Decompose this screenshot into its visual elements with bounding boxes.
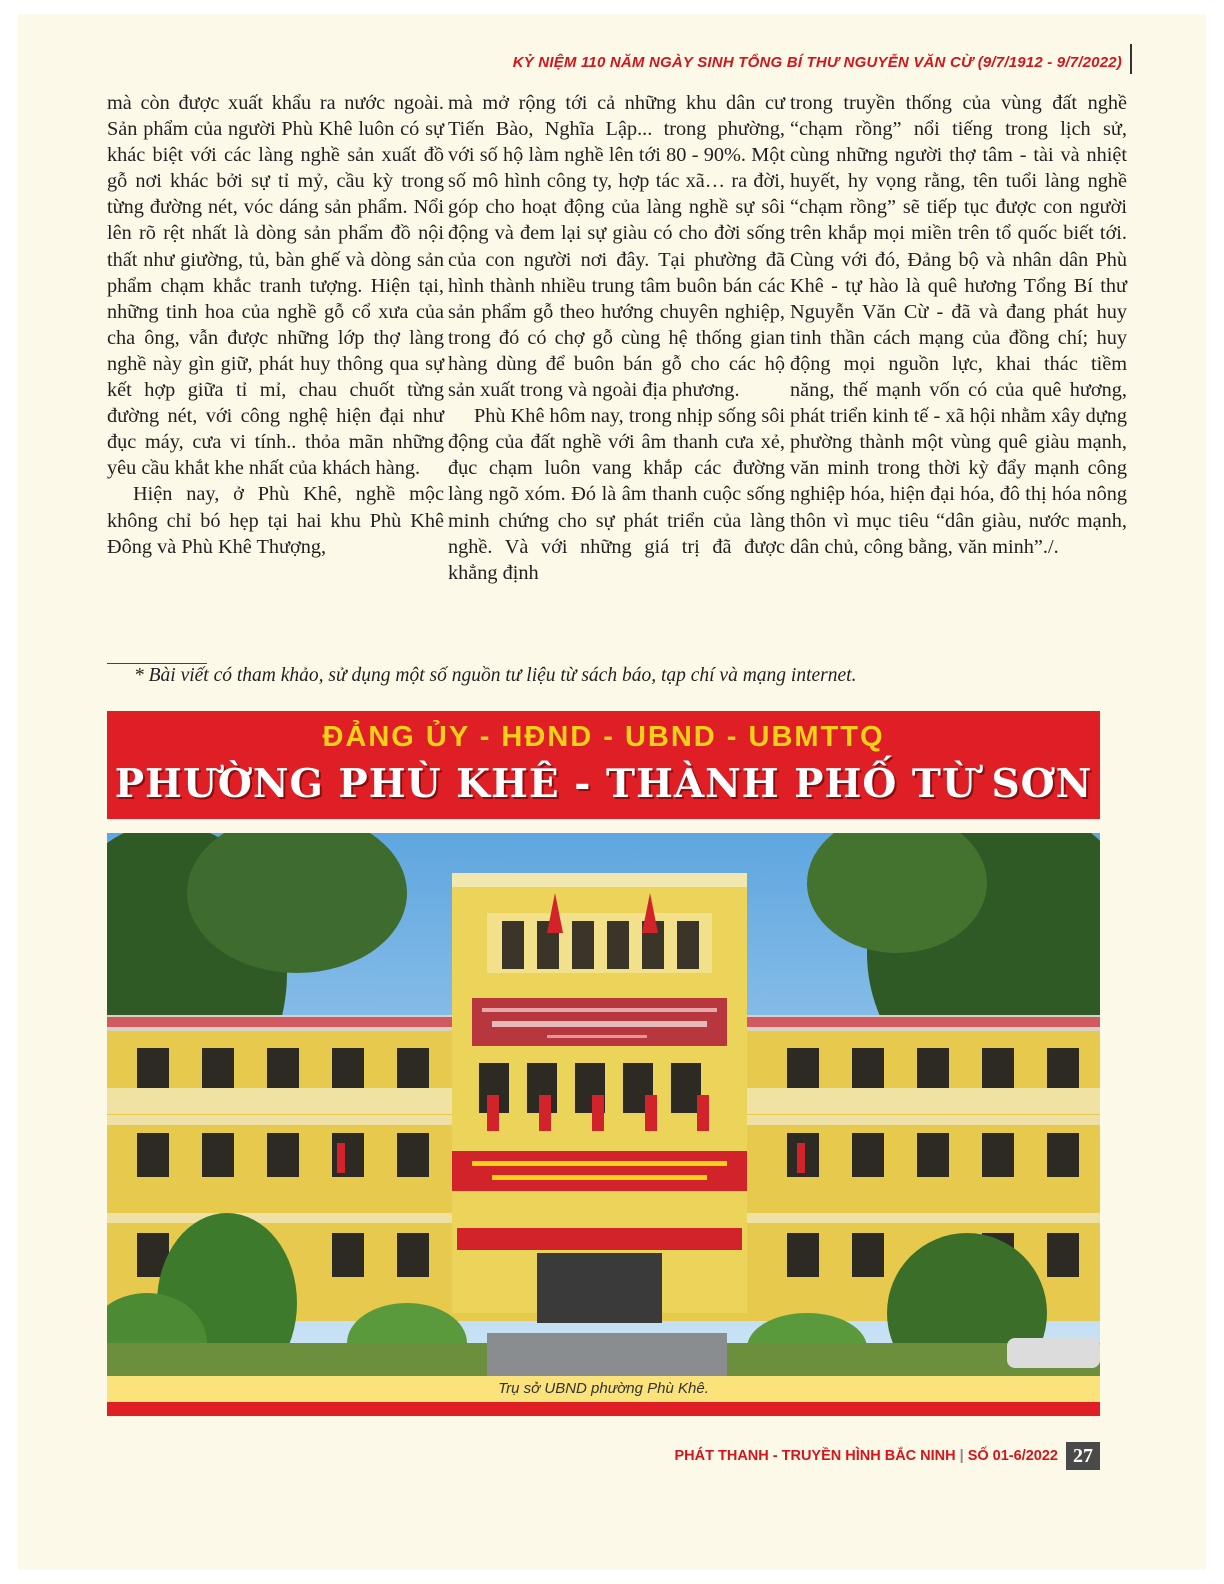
article-column-2: [448, 90, 785, 586]
building-photo: [107, 833, 1100, 1376]
article-paragraph: Phù Khê hôm nay, trong nhịp sống sôi động của đất nghề với âm thanh cưa xẻ, đục chạm luôn vang khắp các đường làng ngõ xóm. Đó là âm thanh cuộc sống minh chứng cho sự phát triển của làng nghề. Và với những giá trị đã được khẳng định: [448, 405, 785, 584]
caption-accent-bar: [107, 1402, 1100, 1416]
page-footer: [560, 1448, 1058, 1464]
banner-subtitle: ĐẢNG ỦY - HĐND - UBND - UBMTTQ: [322, 721, 885, 753]
footnote: * Bài viết có tham khảo, sử dụng một số nguồn tư liệu từ sách báo, tạp chí và mạng internet.: [134, 665, 857, 686]
page-number: 27: [1066, 1442, 1100, 1470]
article-paragraph: Hiện nay, ở Phù Khê, nghề mộc không chỉ bó hẹp tại hai khu Phù Khê Đông và Phù Khê Thượng,: [107, 483, 444, 558]
headline-banner: [107, 711, 1100, 819]
footer-separator: |: [959, 1448, 964, 1464]
photo-caption: Trụ sở UBND phường Phù Khê.: [498, 1380, 709, 1397]
header-divider: [1130, 44, 1132, 74]
article-paragraph: trong truyền thống của vùng đất nghề “chạm rồng” nổi tiếng trong lịch sử, cùng những người thợ tâm - tài và nhiệt huyết, hy vọng rằng, tên tuổi làng nghề “chạm rồng” sẽ tiếp tục được con người trên khắp mọi miền trên tổ quốc biết tới. Cùng với đó, Đảng bộ và nhân dân Phù Khê - tự hào là quê hương Tổng Bí thư Nguyễn Văn Cừ - đã và đang phát huy tinh thần cách mạng của đồng chí; huy động mọi nguồn lực, khai thác tiềm năng, thế mạnh vốn có của quê hương, phát triển kinh tế - xã hội nhằm xây dựng phường thành một vùng quê giàu mạnh, văn minh trong thời kỳ đẩy mạnh công nghiệp hóa, hiện đại hóa, đô thị hóa nông thôn vì mục tiêu “dân giàu, nước mạnh, dân chủ, công bằng, văn minh”./.: [790, 92, 1127, 558]
article-body: [107, 90, 1127, 646]
footnote-rule: [107, 663, 207, 664]
running-header: KỶ NIỆM 110 NĂM NGÀY SINH TỔNG BÍ THƯ NGUYỄN VĂN CỪ (9/7/1912 - 9/7/2022): [512, 54, 1122, 71]
article-paragraph: mà mở rộng tới cả những khu dân cư Tiến Bào, Nghĩa Lập... trong phường, với số hộ làm nghề lên tới 80 - 90%. Một số mô hình công ty, hợp tác xã… ra đời, góp cho hoạt động của làng nghề sự sôi động và đem lại sự giàu có cho đời sống của con người nơi đây. Tại phường đã hình thành nhiều trung tâm buôn bán các sản phẩm gỗ theo hướng chuyên nghiệp, trong đó có chợ gỗ cùng hệ thống gian hàng dùng để buôn bán gỗ cho các hộ sản xuất trong và ngoài địa phương.: [448, 92, 785, 402]
article-column-1: [107, 90, 444, 560]
footer-publication: PHÁT THANH - TRUYỀN HÌNH BẮC NINH: [674, 1448, 956, 1464]
footer-issue: SỐ 01-6/2022: [967, 1448, 1058, 1464]
article-column-3: [790, 90, 1127, 560]
article-paragraph: mà còn được xuất khẩu ra nước ngoài. Sản phẩm của người Phù Khê luôn có sự khác biệt với các làng nghề sản xuất đồ gỗ nơi khác bởi sự tỉ mỷ, cầu kỳ trong từng đường nét, vóc dáng sản phẩm. Nổi lên rõ rệt nhất là dòng sản phẩm đồ nội thất như giường, tủ, bàn ghế và dòng sản phẩm chạm khắc tranh tượng. Hiện tại, những tinh hoa của nghề gỗ cổ xưa của cha ông, vẫn được những lớp thợ làng nghề này gìn giữ, phát huy thông qua sự kết hợp giữa tỉ mỉ, chau chuốt từng đường nét, với công nghệ hiện đại như đục máy, cưa vi tính.. thỏa mãn những yêu cầu khắt khe nhất của khách hàng.: [107, 92, 444, 480]
photo-caption-band: [107, 1376, 1100, 1402]
banner-title: PHƯỜNG PHÙ KHÊ - THÀNH PHỐ TỪ SƠN: [114, 761, 1093, 807]
